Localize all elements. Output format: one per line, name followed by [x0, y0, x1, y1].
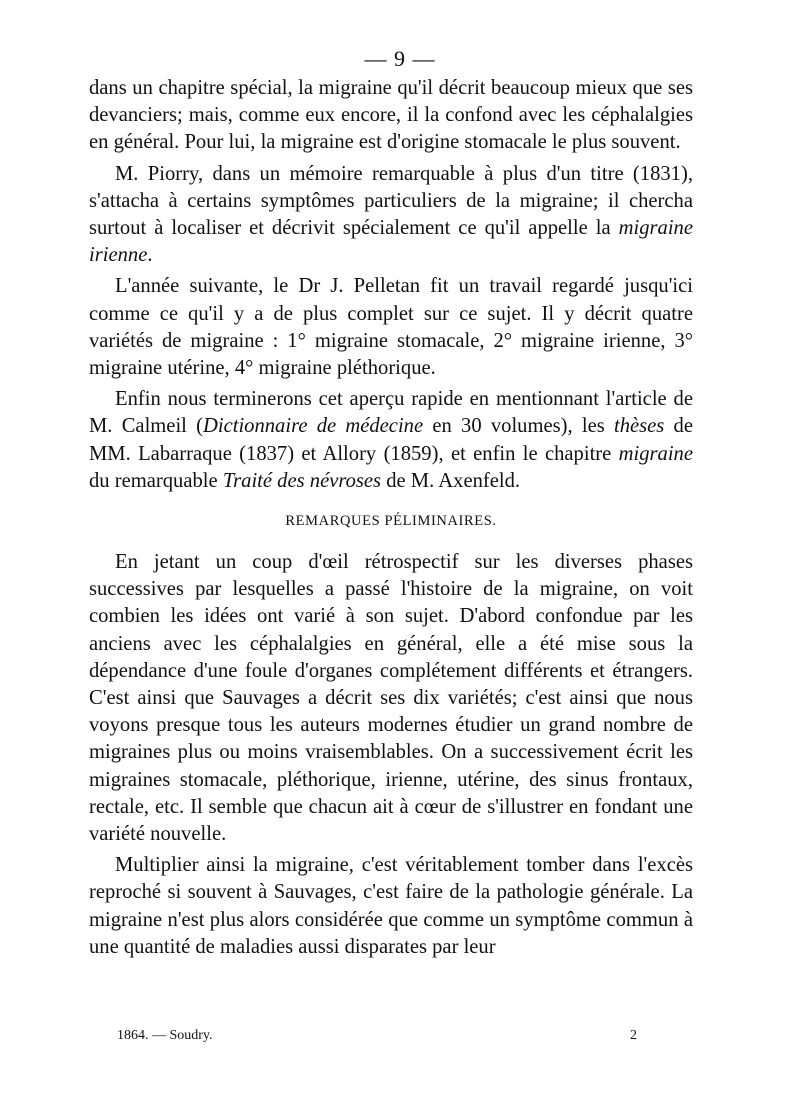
- paragraph-2: [89, 161, 693, 270]
- paragraph-4-text-d: du remarquable: [89, 469, 223, 492]
- paragraph-5: En jetant un coup d'œil rétrospectif sur les diverses phases successives par lesquelles a passé l'histoire de la migraine, on voit combien les idées ont varié à son sujet. D'abord confondue par les anciens avec les céphalalgies en général, elle a été mise sous la dépendance d'une foule d'organes complétement différents et étrangers. C'est ainsi que Sauvages a décrit ses dix variétés; c'est ainsi que nous voyons presque tous les auteurs modernes étudier un grand nombre de migraines plus ou moins vraisemblables. On a successivement écrit les migraines stomacale, pléthorique, irienne, utérine, des sinus frontaux, rectale, etc. Il semble que chacun ait à cœur de s'illustrer en fondant une variété nouvelle.: [89, 551, 693, 846]
- paragraph-4-emphasis-4: Traité des névroses: [222, 469, 382, 492]
- paragraph-6: Multiplier ainsi la migraine, c'est véritablement tomber dans l'excès reproché si souvent à Sauvages, c'est faire de la pathologie générale. La migraine n'est plus alors considérée que comme un symptôme commun à une quantité de maladies aussi disparates par leur: [89, 854, 693, 958]
- paragraph-1: dans un chapitre spécial, la migraine qu'il décrit beaucoup mieux que ses devanciers; mais, comme eux encore, il la confond avec les céphalalgies en général. Pour lui, la migraine est d'origine stomacale le plus souvent.: [89, 77, 693, 154]
- paragraph-4-emphasis-3: migraine: [618, 442, 693, 465]
- paragraph-2-text-b: .: [147, 244, 153, 267]
- printer-signature: 1864. — Soudry.: [117, 1028, 213, 1043]
- paragraph-4-text-b: en 30 volumes), les: [423, 415, 614, 438]
- paragraph-4-emphasis-2: thèses: [613, 415, 665, 438]
- paragraph-2-text-a: M. Piorry, dans un mémoire remarquable à plus d'un titre (1831), s'attacha à certains symptômes particuliers de la migraine; il chercha surtout à localiser et décrivit spécialement ce qu'il appelle la: [89, 162, 693, 240]
- section-heading: REMARQUES PÉLIMINAIRES.: [285, 513, 497, 530]
- paragraph-4-text-a: Enfin nous terminerons cet aperçu rapide en mentionnant l'article de M. Calmeil (: [89, 388, 693, 438]
- paragraph-2-emphasis: migraine irienne: [89, 217, 693, 267]
- paragraph-4-text-c: de MM. Labarraque (1837) et Allory (1859), et enfin le chapitre: [89, 415, 693, 465]
- sheet-number: 2: [630, 1028, 637, 1043]
- paragraph-4: [89, 386, 693, 495]
- page-body: [89, 75, 693, 965]
- paragraph-4-text-e: de M. Axenfeld.: [381, 469, 521, 492]
- page-number: — 9 —: [364, 46, 436, 71]
- paragraph-3: L'année suivante, le Dr J. Pelletan fit un travail regardé jusqu'ici comme ce qu'il y a de plus complet sur ce sujet. Il y décrit quatre variétés de migraine : 1° migraine stomacale, 2° migraine irienne, 3° migraine utérine, 4° migraine pléthorique.: [89, 275, 693, 380]
- paragraph-4-emphasis-1: Dictionnaire de médecine: [202, 415, 424, 438]
